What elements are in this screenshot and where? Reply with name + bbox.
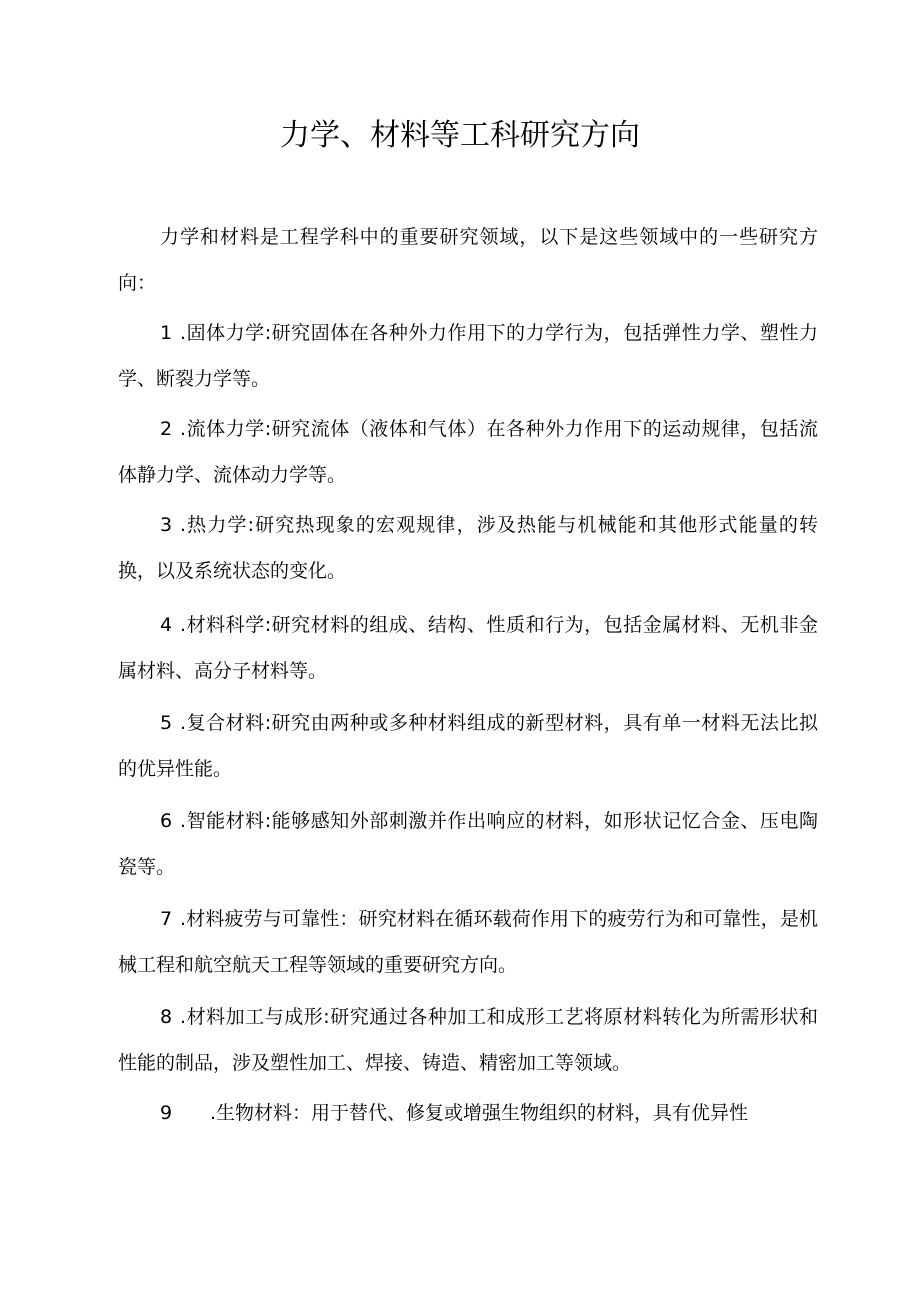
item-text: .材料科学:研究材料的组成、结构、性质和行为，包括金属材料、无机非金属材料、高分子材料等。: [118, 614, 818, 682]
item-number: 1: [160, 322, 173, 344]
item-text: .智能材料:能够感知外部刺激并作出响应的材料，如形状记忆合金、压电陶瓷等。: [118, 810, 818, 878]
item-number: 3: [160, 514, 173, 536]
item-text: .材料加工与成形:研究通过各种加工和成形工艺将原材料转化为所需形状和性能的制品，涉及塑性加工、焊接、铸造、精密加工等领域。: [118, 1006, 818, 1074]
list-item: [118, 994, 818, 1086]
list-item: [118, 602, 818, 694]
item-number: 8: [160, 1006, 173, 1028]
item-number: 4: [160, 614, 173, 636]
list-item: [118, 1090, 818, 1136]
item-text: .复合材料:研究由两种或多种材料组成的新型材料，具有单一材料无法比拟的优异性能。: [118, 712, 818, 780]
list-item: [118, 798, 818, 890]
item-text: .材料疲劳与可靠性：研究材料在循环载荷作用下的疲劳行为和可靠性，是机械工程和航空航天工程等领域的重要研究方向。: [118, 908, 818, 976]
intro-paragraph: 力学和材料是工程学科中的重要研究领域，以下是这些领域中的一些研究方向：: [118, 226, 818, 294]
item-number: 5: [160, 712, 173, 734]
list-item: [118, 896, 818, 988]
list-item: [118, 310, 818, 402]
item-number: 7: [160, 908, 173, 930]
list-item: [118, 700, 818, 792]
item-text: .生物材料：用于替代、修复或增强生物组织的材料，具有优异性: [210, 1102, 749, 1124]
list-item: [118, 502, 818, 594]
item-text: .流体力学:研究流体（液体和气体）在各种外力作用下的运动规律，包括流体静力学、流体动力学等。: [118, 418, 818, 486]
item-text: .固体力学:研究固体在各种外力作用下的力学行为，包括弹性力学、塑性力学、断裂力学等。: [118, 322, 818, 390]
item-number: 6: [160, 810, 173, 832]
item-number: 2: [160, 418, 173, 440]
page-title: 力学、材料等工科研究方向: [280, 118, 640, 153]
item-text: .热力学:研究热现象的宏观规律，涉及热能与机械能和其他形式能量的转换，以及系统状态的变化。: [118, 514, 818, 582]
item-number: 9: [160, 1102, 173, 1124]
list-item: [118, 406, 818, 498]
